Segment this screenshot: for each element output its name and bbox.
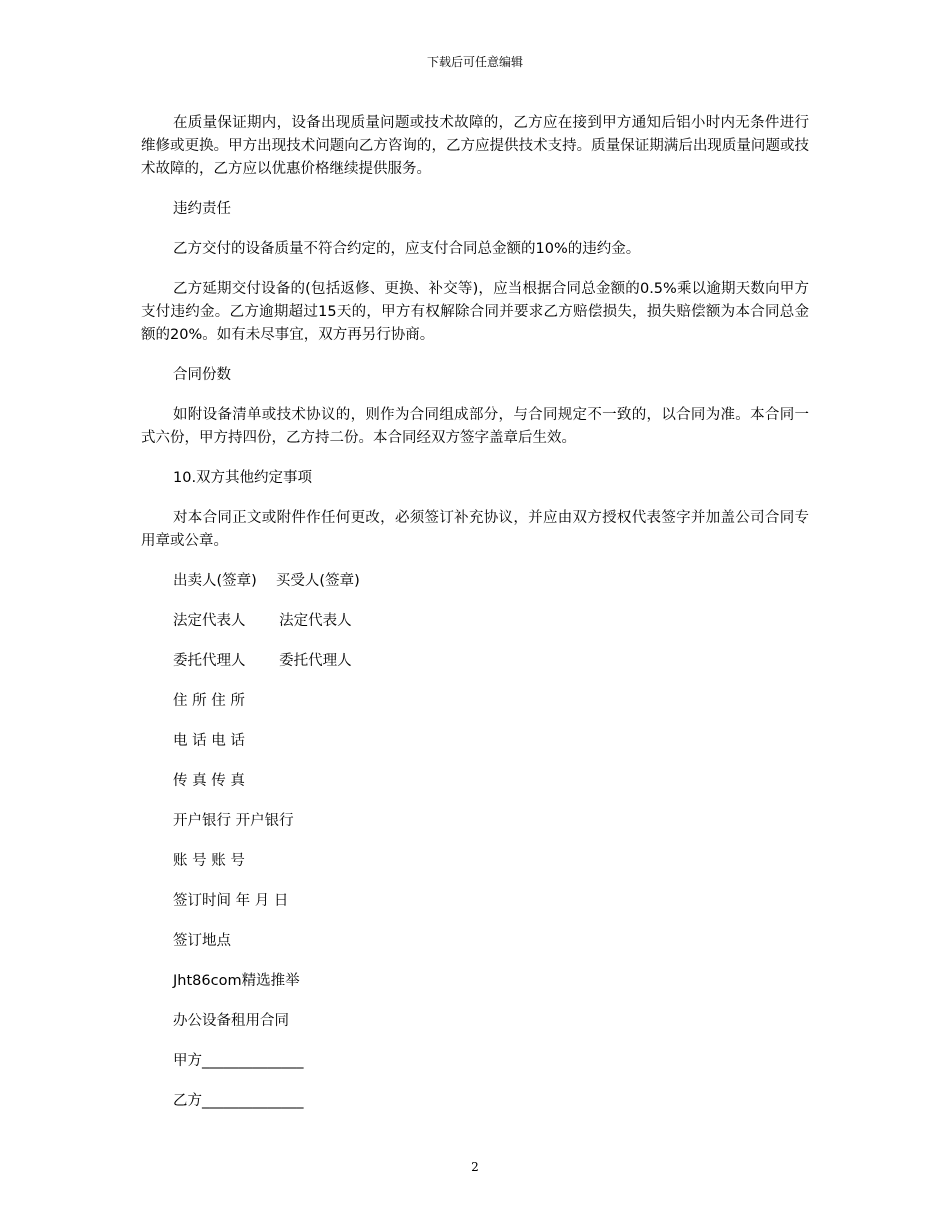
- page-header: 下载后可任意编辑: [426, 55, 523, 69]
- signature-line-seal: 出卖人(签章) 买受人(签章): [173, 573, 360, 589]
- paragraph-warranty: 在质量保证期内，设备出现质量问题或技术故障的，乙方应在接到甲方通知后铝小时内无条件进行维修或更换。甲方出现技术问题向乙方咨询的，乙方应提供技术支持。质量保证期满后出现质量问题或技术故障的，乙方应以优惠价格继续提供服务。: [141, 115, 809, 177]
- page-number: 2: [471, 1160, 479, 1174]
- signature-line-account: 账 号 账 号: [173, 853, 245, 869]
- paragraph-delay-penalty: 乙方延期交付设备的(包括返修、更换、补交等)，应当根据合同总金额的0.5%乘以逾期天数向甲方支付违约金。乙方逾期超过15天的，甲方有权解除合同并要求乙方赔偿损失，损失赔偿额为本合同总金额的20%。如有未尽事宜，双方再另行协商。: [141, 281, 809, 343]
- signature-line-bank: 开户银行 开户银行: [173, 813, 294, 829]
- signature-line-date: 签订时间 年 月 日: [173, 893, 289, 909]
- recommendation-line: Jht86com精选推举: [173, 973, 300, 989]
- signature-line-address: 住 所 住 所: [173, 693, 245, 709]
- signature-line-place: 签订地点: [173, 933, 231, 949]
- signature-line-fax: 传 真 传 真: [173, 773, 245, 789]
- signature-line-agent: 委托代理人 委托代理人: [173, 653, 352, 669]
- paragraph-copies: 如附设备清单或技术协议的，则作为合同组成部分，与合同规定不一致的，以合同为准。本合同一式六份，甲方持四份，乙方持二份。本合同经双方签字盖章后生效。: [141, 407, 809, 446]
- document-body: [141, 112, 809, 1130]
- section-heading-other: 10.双方其他约定事项: [173, 470, 313, 486]
- signature-line-phone: 电 话 电 话: [173, 733, 245, 749]
- paragraph-quality-penalty: 乙方交付的设备质量不符合约定的，应支付合同总金额的10%的违约金。: [173, 241, 641, 257]
- contract-title-line: 办公设备租用合同: [173, 1013, 289, 1029]
- section-heading-copies: 合同份数: [173, 367, 231, 383]
- party-b-line: 乙方______________: [173, 1093, 304, 1109]
- party-a-line: 甲方______________: [173, 1053, 304, 1069]
- paragraph-amendments: 对本合同正文或附件作任何更改，必须签订补充协议，并应由双方授权代表签字并加盖公司合同专用章或公章。: [141, 510, 809, 549]
- signature-line-legal-rep: 法定代表人 法定代表人: [173, 613, 352, 629]
- section-heading-liability: 违约责任: [173, 201, 231, 217]
